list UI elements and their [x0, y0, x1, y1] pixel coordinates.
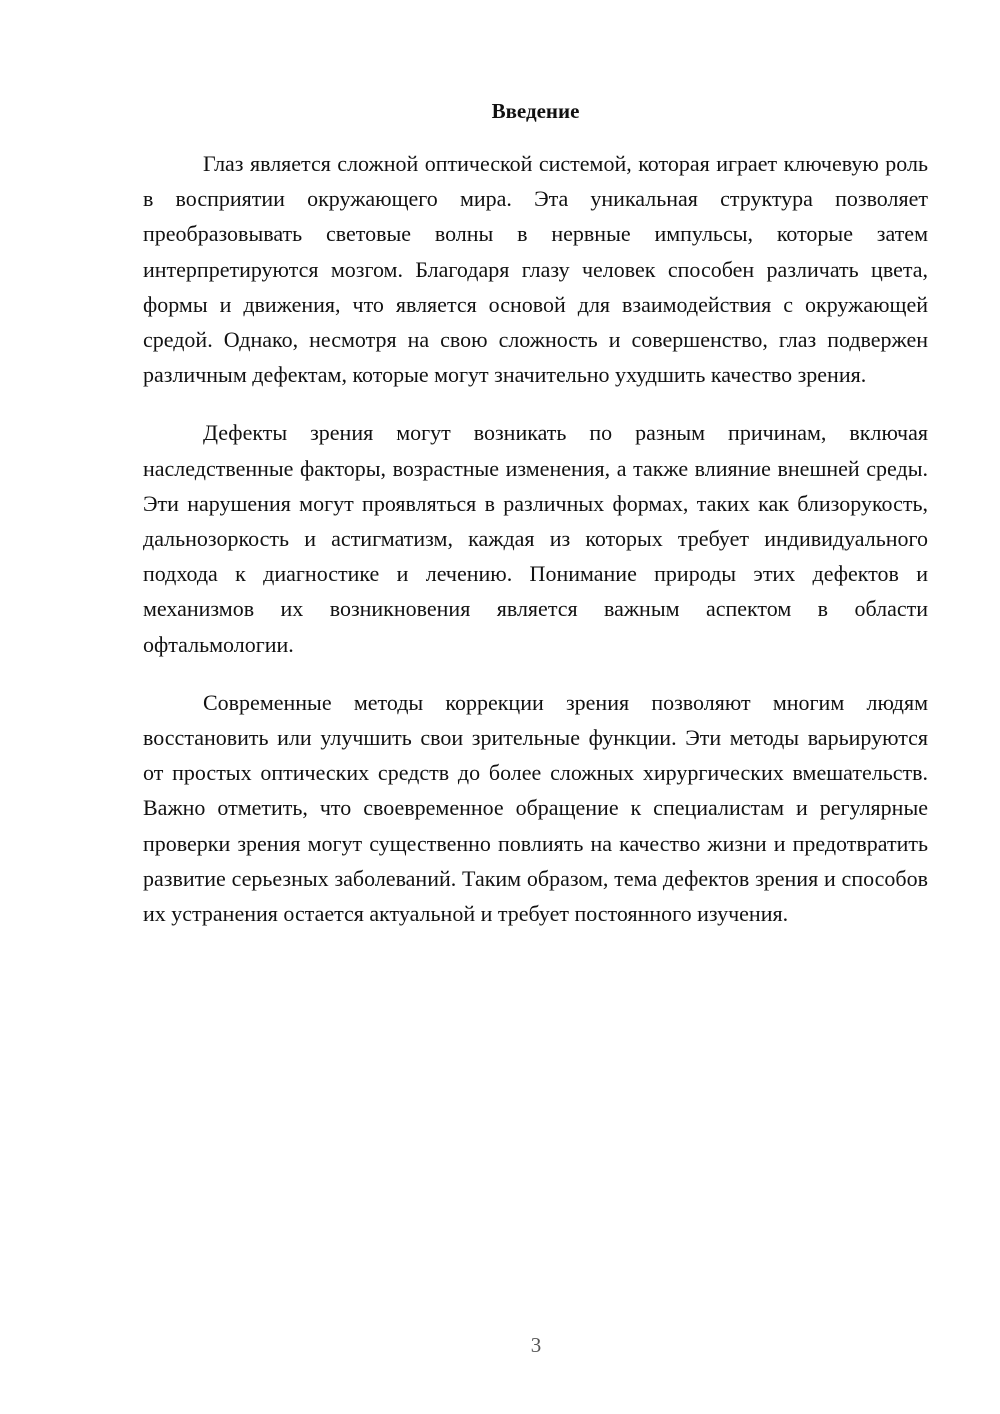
section-heading: Введение	[491, 99, 580, 123]
paragraph-1: Глаз является сложной оптической системой, которая играет ключевую роль в восприятии окружающего мира. Эта уникальная структура позволяет преобразовывать световые волны в нервные импульсы, которые затем интерпретируются мозгом. Благодаря глазу человек способен различать цвета, формы и движения, что является основой для взаимодействия с окружающей средой. Однако, несмотря на свою сложность и совершенство, глаз подвержен различным дефектам, которые могут значительно ухудшить качество зрения.	[143, 151, 928, 388]
paragraph-2: Дефекты зрения могут возникать по разным причинам, включая наследственные факторы, возрастные изменения, а также влияние внешней среды. Эти нарушения могут проявляться в различных формах, таких как близорукость, дальнозоркость и астигматизм, каждая из которых требует индивидуального подхода к диагностике и лечению. Понимание природы этих дефектов и механизмов их возникновения является важным аспектом в области офтальмологии.	[143, 420, 928, 657]
page-number: 3	[530, 1333, 542, 1357]
page-content	[143, 96, 928, 954]
paragraph-3: Современные методы коррекции зрения позволяют многим людям восстановить или улучшить свои зрительные функции. Эти методы варьируются от простых оптических средств до более сложных хирургических вмешательств. Важно отметить, что своевременное обращение к специалистам и регулярные проверки зрения могут существенно повлиять на качество жизни и предотвратить развитие серьезных заболеваний. Таким образом, тема дефектов зрения и способов их устранения остается актуальной и требует постоянного изучения.	[143, 689, 928, 927]
